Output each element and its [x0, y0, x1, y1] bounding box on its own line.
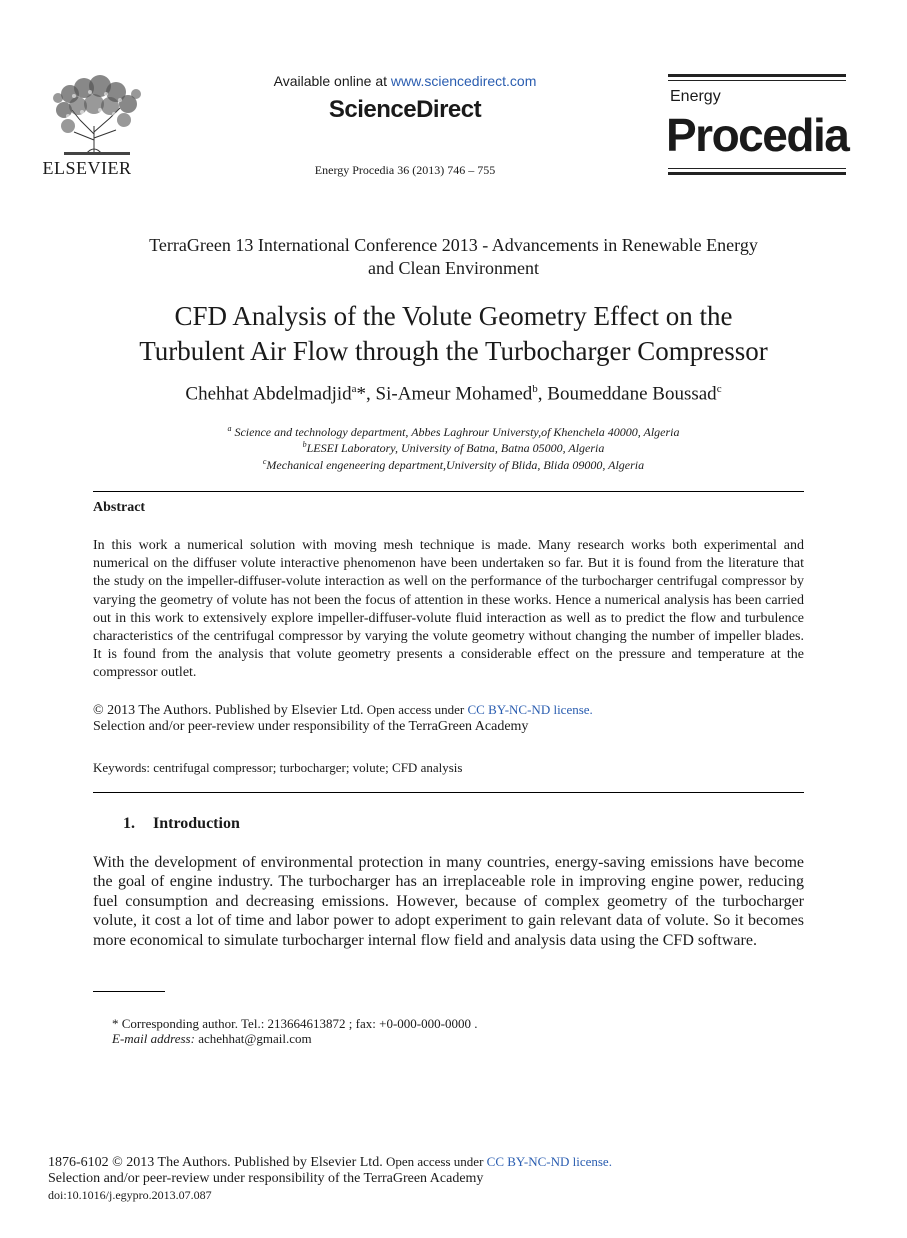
author-name: Chehhat Abdelmadjid — [185, 383, 352, 405]
procedia-logo-word: Procedia — [666, 109, 849, 161]
affiliation-a — [80, 424, 827, 440]
affiliation-text: LESEI Laboratory, University of Batna, Batna 05000, Algeria — [306, 441, 605, 455]
conference-line-2: and Clean Environment — [368, 258, 539, 278]
peer-review-statement: Selection and/or peer-review under responsibility of the TerraGreen Academy — [93, 719, 529, 734]
journal-reference: Energy Procedia 36 (2013) 746 – 755 — [314, 163, 496, 177]
footnote-rule — [93, 991, 165, 992]
introduction-body: With the development of environmental protection in many countries, energy-saving emissions have become the goal of engine industry. The turbocharger has an irreplaceable role in improving engine power, reducing fuel consumption and decreasing emissions. However, because of complex geometry of the turbocharger volute, it cost a lot of time and labor power to adopt experiment to gain relevant data of volute. So it becomes more economical to simulate turbocharger internal flow field and analysis data using the CFD software. — [93, 854, 804, 949]
available-online-text: Available online at — [273, 73, 391, 89]
copyright-text: © 2013 The Authors. Published by Elsevier Ltd. — [93, 703, 364, 718]
author-list — [80, 383, 827, 405]
conference-line-1: TerraGreen 13 International Conference 2013 - Advancements in Renewable Energy — [149, 235, 758, 255]
sciencedirect-link[interactable]: www.sciencedirect.com — [390, 73, 537, 89]
keywords: Keywords: centrifugal compressor; turbocharger; volute; CFD analysis — [93, 760, 463, 775]
footer-license-link[interactable]: CC BY-NC-ND license. — [486, 1154, 612, 1169]
available-online-line — [200, 73, 610, 89]
author-mark: a — [351, 383, 357, 395]
affiliation-text: Mechanical engeneering department,University of Blida, Blida 09000, Algeria — [266, 458, 645, 472]
logo-rule-bottom — [668, 172, 846, 175]
conference-name — [80, 234, 827, 280]
copyright-line — [93, 702, 804, 719]
section-heading-introduction — [123, 815, 240, 833]
corresponding-author-note: * Corresponding author. Tel.: 213664613872 ; fax: +0-000-000-0000 . — [112, 1016, 478, 1031]
footer-open-access-text: Open access under — [382, 1154, 487, 1169]
affiliation-b — [80, 440, 827, 456]
logo-rule-top — [668, 74, 846, 77]
author-mark: c — [716, 383, 722, 395]
logo-rule-top-thin — [668, 80, 846, 81]
abstract-body: In this work a numerical solution with moving mesh technique is made. Many research works both experimental and numerical on the diffuser volute interactive phenomenon have been undertaken so far. But it is found from the literature that the study on the impeller-diffuser-volute interaction as well on the performance of the turbocharger centrifugal compressor by varying the geometry of volute has not been the focus of attention in these works. Hence a numerical analysis has been carried out in this work to extensively explore impeller-diffuser-volute fluid interaction as well as to predict the flow and turbulence characteristics of the centrifugal compressor by varying the volute geometry without changing the number of impeller blades. It is found from the analysis that volute geometry presents a considerable effect on the pressure and temperature at the compressor outlet. — [93, 538, 804, 681]
email-label: E-mail address: — [112, 1031, 195, 1046]
abstract-bottom-rule — [93, 792, 804, 793]
email-line — [112, 1031, 312, 1047]
paper-title-line-1: CFD Analysis of the Volute Geometry Effect on the — [174, 301, 733, 331]
affiliation-c — [80, 457, 827, 473]
affiliation-mark: c — [262, 457, 267, 466]
author-name: Si-Ameur Mohamed — [375, 383, 533, 405]
section-title: Introduction — [153, 815, 240, 832]
sciencedirect-title: ScienceDirect — [328, 96, 482, 123]
abstract-heading: Abstract — [93, 500, 146, 515]
footer-doi: doi:10.1016/j.egypro.2013.07.087 — [48, 1188, 212, 1202]
license-link[interactable]: CC BY-NC-ND license. — [467, 702, 593, 717]
author-mark: b — [532, 383, 538, 395]
author-name: Boumeddane Boussad — [547, 383, 717, 405]
author-separator: *, — [356, 383, 376, 405]
paper-title — [80, 299, 827, 369]
email-address: achehhat@gmail.com — [194, 1031, 312, 1046]
footer-copyright — [48, 1154, 612, 1171]
open-access-text: Open access under — [363, 702, 468, 717]
affiliation-mark: b — [302, 440, 307, 449]
footer-peer-review: Selection and/or peer-review under responsibility of the TerraGreen Academy — [48, 1171, 484, 1186]
elsevier-wordmark: ELSEVIER — [42, 158, 132, 178]
logo-rule-bottom-thin — [668, 168, 846, 169]
energy-logo-word: Energy — [670, 88, 721, 105]
author-separator: , — [537, 383, 548, 405]
affiliation-mark: a — [227, 424, 232, 433]
footer-copyright-text: 1876-6102 © 2013 The Authors. Published by Elsevier Ltd. — [48, 1155, 383, 1170]
abstract-top-rule — [93, 491, 804, 492]
paper-title-line-2: Turbulent Air Flow through the Turbocharger Compressor — [139, 336, 768, 366]
section-number: 1. — [123, 815, 135, 832]
affiliation-text: Science and technology department, Abbes Laghrour Universty,of Khenchela 40000, Algeria — [231, 425, 680, 439]
